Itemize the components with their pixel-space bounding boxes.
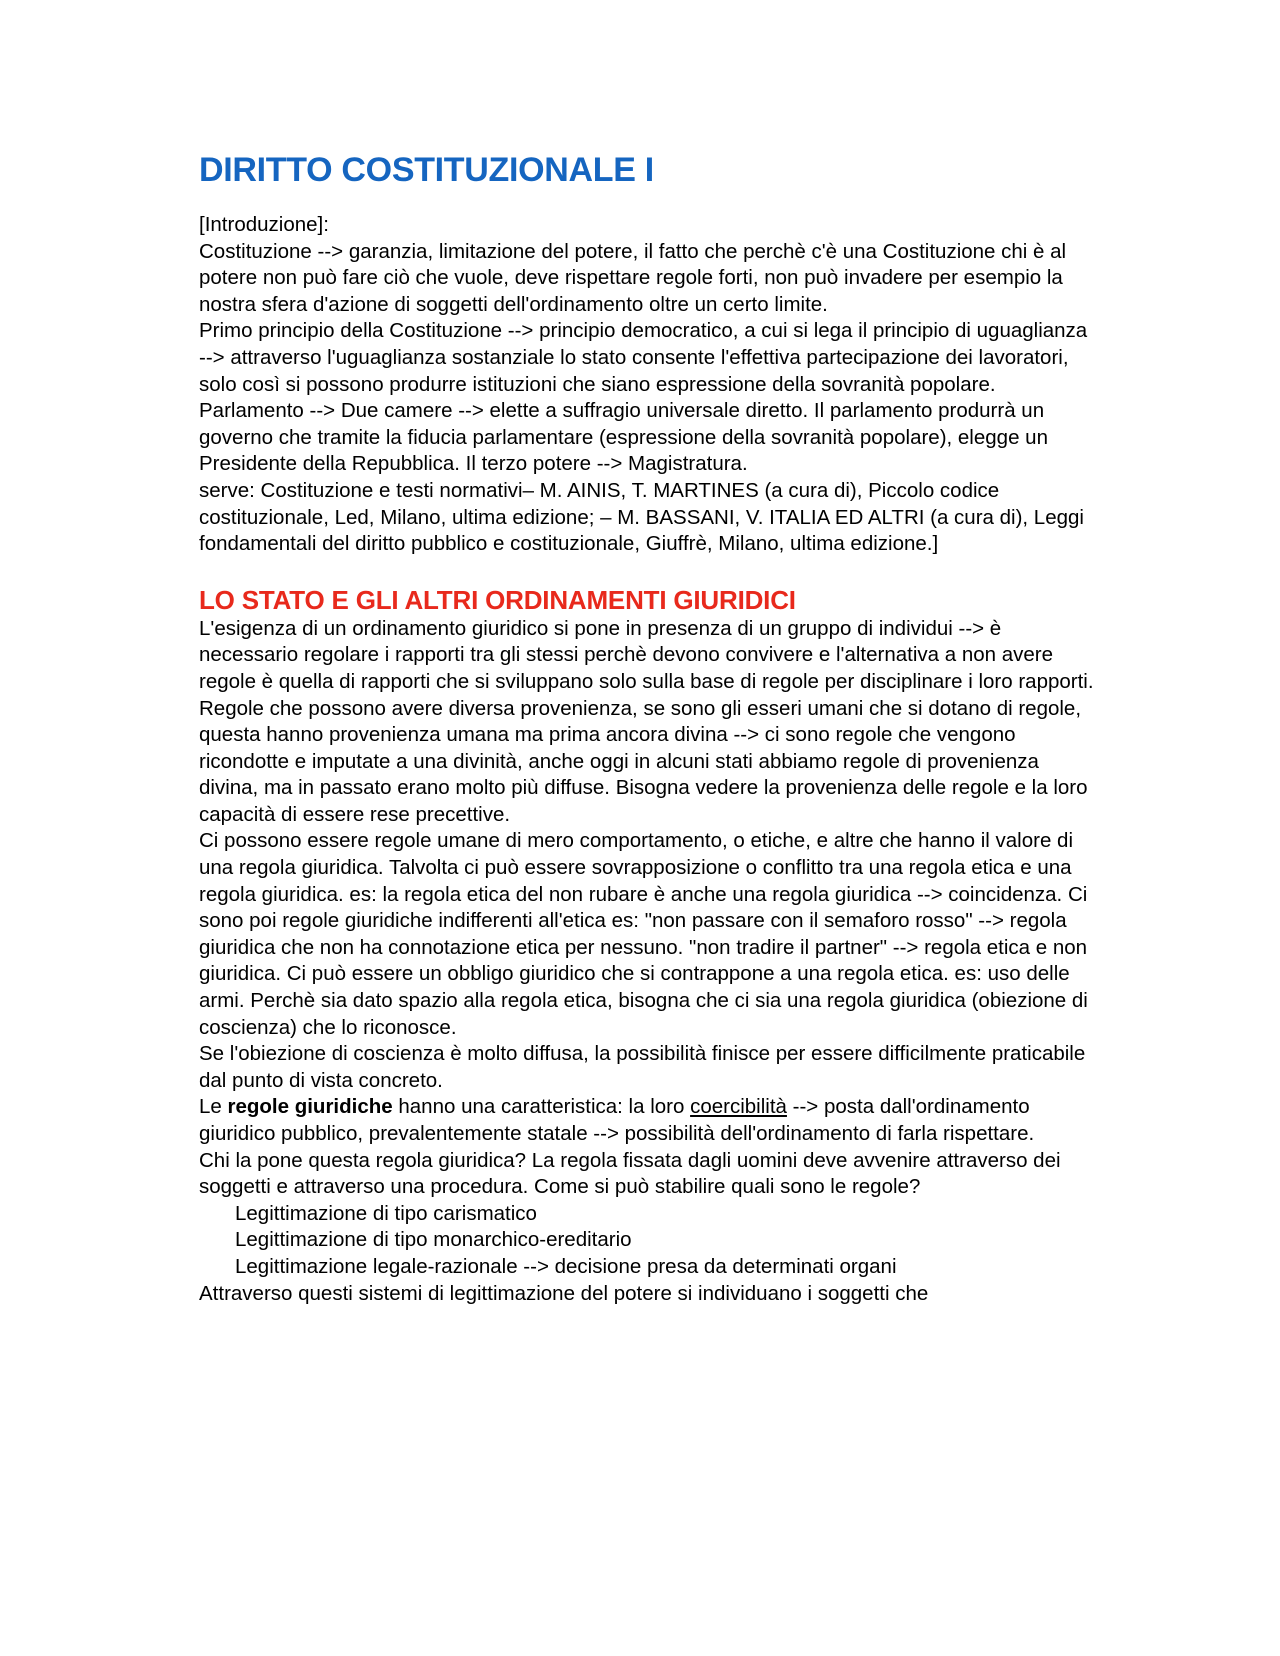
section-paragraph: L'esigenza di un ordinamento giuridico si pone in presenza di un gruppo di individui --> è necessario regolare i rapporti tra gli stessi perchè devono convivere e l'alternativa a non avere regole è quella di rapporti che si sviluppano solo sulla base di regole per disciplinare i loro rapporti. Regole che possono avere diversa provenienza, se sono gli esseri umani che si dotano di regole, questa hanno provenienza umana ma prima ancora divina --> ci sono regole che vengono ricondotte e imputate a una divinità, anche oggi in alcuni stati abbiamo regole di provenienza divina, ma in passato erano molto più diffuse. Bisogna vedere la provenienza delle regole e la loro capacità di essere rese precettive. xyxy=(199,616,1094,826)
rule-text-after: --> posta dall'ordinamento giuridico pubblico, prevalentemente statale --> possibilità dell'ordinamento di farla rispettare. xyxy=(199,1095,1035,1145)
rule-text-middle: hanno una caratteristica: la loro xyxy=(392,1095,691,1119)
rule-paragraph xyxy=(199,1094,1099,1147)
intro-paragraph: Costituzione --> garanzia, limitazione del potere, il fatto che perchè c'è una Costituzione chi è al potere non può fare ciò che vuole, deve rispettare regole forti, non può invadere per esempio la nostra sfera d'azione di soggetti dell'ordinamento oltre un certo limite. xyxy=(199,239,1067,316)
document-title: DIRITTO COSTITUZIONALE I xyxy=(199,151,654,189)
rule-underlined-term: coercibilità xyxy=(690,1095,787,1119)
section-paragraph: Se l'obiezione di coscienza è molto diffusa, la possibilità finisce per essere difficilmente praticabile dal punto di vista concreto. xyxy=(199,1042,1086,1092)
question-paragraph: Chi la pone questa regola giuridica? La regola fissata dagli uomini deve avvenire attraverso dei soggetti e attraverso una procedura. Come si può stabilire quali sono le regole? xyxy=(199,1148,1061,1199)
closing-paragraph: Attraverso questi sistemi di legittimazione del potere si individuano i soggetti che xyxy=(199,1281,929,1305)
rule-text-before: Le xyxy=(199,1095,228,1119)
rule-bold-term: regole giuridiche xyxy=(227,1095,393,1119)
section-heading: LO STATO E GLI ALTRI ORDINAMENTI GIURIDICI xyxy=(199,584,796,615)
document-page xyxy=(199,150,1099,1307)
intro-label: [Introduzione]: xyxy=(199,213,329,236)
intro-references: serve: Costituzione e testi normativi– M. AINIS, T. MARTINES (a cura di), Piccolo codice costituzionale, Led, Milano, ultima edizione; – M. BASSANI, V. ITALIA ED ALTRI (a cura di), Leggi fondamentali del diritto pubblico e costituzionale, Giuffrè, Milano, ultima edizione.] xyxy=(199,478,1084,556)
intro-section xyxy=(199,212,1099,558)
legitimation-list xyxy=(199,1201,1099,1281)
section-body xyxy=(199,616,1099,1307)
list-item: Legittimazione di tipo monarchico-ereditario xyxy=(235,1228,632,1252)
list-item: Legittimazione di tipo carismatico xyxy=(235,1201,537,1225)
intro-paragraph: Primo principio della Costituzione --> principio democratico, a cui si lega il principio di uguaglianza --> attraverso l'uguaglianza sostanziale lo stato consente l'effettiva partecipazione dei lavoratori, solo così si possono produrre istituzioni che siano espressione della sovranità popolare. Parlamento --> Due camere --> elette a suffragio universale diretto. Il parlamento produrrà un governo che tramite la fiducia parlamentare (espressione della sovranità popolare), elegge un Presidente della Repubblica. Il terzo potere --> Magistratura. xyxy=(199,319,1088,476)
list-item: Legittimazione legale-razionale --> decisione presa da determinati organi xyxy=(235,1254,897,1278)
section-paragraph: Ci possono essere regole umane di mero comportamento, o etiche, e altre che hanno il valore di una regola giuridica. Talvolta ci può essere sovrapposizione o conflitto tra una regola etica e una regola giuridica. es: la regola etica del non rubare è anche una regola giuridica --> coincidenza. Ci sono poi regole giuridiche indifferenti all'etica es: "non passare con il semaforo rosso" --> regola giuridica che non ha connotazione etica per nessuno. "non tradire il partner" --> regola etica e non giuridica. Ci può essere un obbligo giuridico che si contrappone a una regola etica. es: uso delle armi. Perchè sia dato spazio alla regola etica, bisogna che ci sia una regola giuridica (obiezione di coscienza) che lo riconosce. xyxy=(199,829,1088,1039)
